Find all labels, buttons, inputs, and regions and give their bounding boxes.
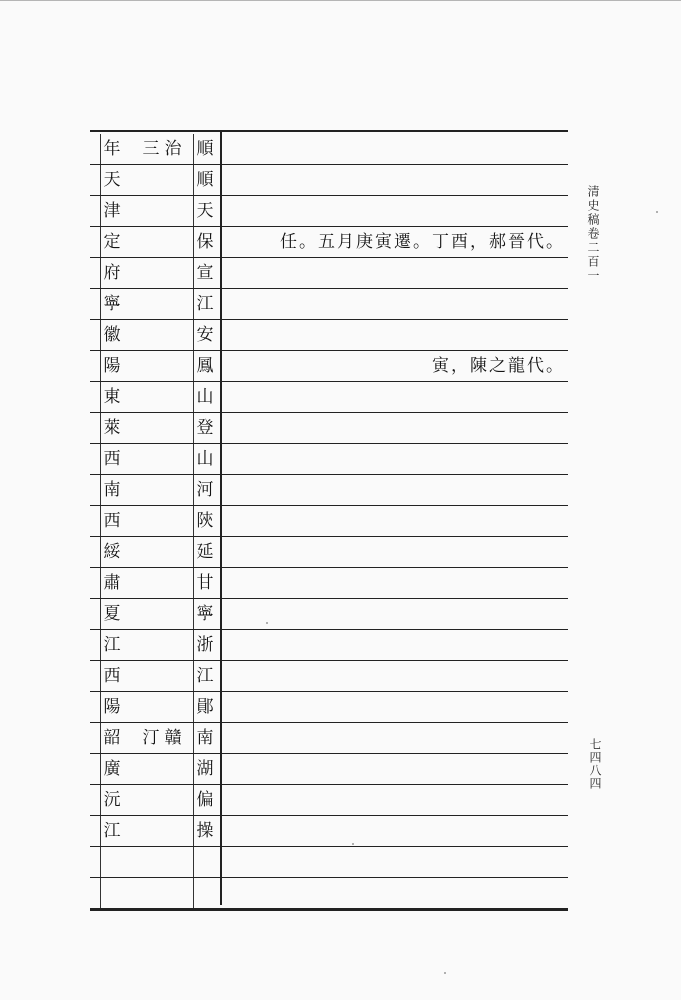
label-char-mid: 治	[164, 139, 182, 159]
province-label	[96, 475, 216, 506]
official-table	[90, 130, 568, 912]
row-entry-text	[235, 630, 565, 661]
province-label	[96, 413, 216, 444]
row-rule	[90, 598, 568, 599]
row-rule	[90, 784, 568, 785]
row-rule	[90, 474, 568, 475]
row-entry-text	[235, 196, 565, 227]
label-char-right: 宣	[193, 258, 216, 289]
label-char-left	[100, 847, 123, 878]
label-char-left: 定	[100, 227, 123, 258]
table-row	[90, 754, 568, 785]
table-row	[90, 692, 568, 723]
paper-speck	[266, 622, 268, 624]
label-char-left: 西	[100, 444, 123, 475]
row-entry-text	[235, 723, 565, 754]
label-char-right: 寧	[193, 599, 216, 630]
label-char-mid: 汀	[142, 728, 160, 748]
page-number: 七四八四	[588, 738, 602, 790]
province-label	[96, 320, 216, 351]
page-top-edge	[0, 0, 681, 1]
table-row	[90, 351, 568, 382]
table-row	[90, 134, 568, 165]
row-entry-text: 任。五月庚寅遷。丁酉，郝晉代。	[280, 232, 565, 252]
row-entry-text	[235, 258, 565, 289]
table-row	[90, 413, 568, 444]
row-rule	[90, 877, 568, 878]
province-label	[96, 134, 216, 165]
table-row	[90, 599, 568, 630]
province-label	[96, 444, 216, 475]
row-entry-text	[235, 661, 565, 692]
province-label	[96, 382, 216, 413]
label-char-left: 西	[100, 506, 123, 537]
table-row	[90, 630, 568, 661]
label-char-right	[193, 847, 216, 878]
label-char-right: 陝	[193, 506, 216, 537]
table-row	[90, 661, 568, 692]
paper-speck	[352, 843, 354, 845]
row-entry-text	[235, 754, 565, 785]
row-entry-text	[235, 599, 565, 630]
label-char-mid: 三	[142, 139, 160, 159]
table-row	[90, 289, 568, 320]
row-rule	[90, 443, 568, 444]
table-row	[90, 258, 568, 289]
label-char-right: 鄖	[193, 692, 216, 723]
label-char-right: 天	[193, 196, 216, 227]
label-char-left: 東	[100, 382, 123, 413]
province-label	[96, 847, 216, 878]
row-rule	[90, 536, 568, 537]
label-char-right: 江	[193, 661, 216, 692]
row-rule	[90, 567, 568, 568]
label-char-left: 南	[100, 475, 123, 506]
row-rule	[90, 629, 568, 630]
label-char-left: 夏	[100, 599, 123, 630]
table-row	[90, 320, 568, 351]
label-char-right: 甘	[193, 568, 216, 599]
label-char-left: 廣	[100, 754, 123, 785]
province-label	[96, 537, 216, 568]
row-entry-text	[235, 506, 565, 537]
table-row	[90, 475, 568, 506]
row-entry-text	[235, 847, 565, 878]
label-char-left: 韶	[100, 723, 123, 754]
label-char-right: 山	[193, 444, 216, 475]
row-rule	[90, 691, 568, 692]
label-char-left: 西	[100, 661, 123, 692]
label-char-right: 登	[193, 413, 216, 444]
province-label	[96, 785, 216, 816]
label-char-right: 安	[193, 320, 216, 351]
table-row	[90, 537, 568, 568]
label-char-left: 肅	[100, 568, 123, 599]
province-label	[96, 351, 216, 382]
table-row	[90, 785, 568, 816]
row-rule	[90, 412, 568, 413]
province-label	[96, 258, 216, 289]
province-label	[96, 599, 216, 630]
table-row	[90, 723, 568, 754]
province-label	[96, 816, 216, 847]
province-label	[96, 227, 216, 258]
row-rule	[90, 722, 568, 723]
label-char-right	[193, 878, 216, 909]
label-char-right: 保	[193, 227, 216, 258]
label-char-right: 河	[193, 475, 216, 506]
label-char-left: 沅	[100, 785, 123, 816]
table-row	[90, 444, 568, 475]
table-row	[90, 816, 568, 847]
row-rule	[90, 226, 568, 227]
province-label	[96, 196, 216, 227]
label-char-right: 湖	[193, 754, 216, 785]
row-entry-text	[235, 165, 565, 196]
row-rule	[90, 164, 568, 165]
label-char-right: 偏	[193, 785, 216, 816]
province-label	[96, 568, 216, 599]
row-entry-text	[235, 537, 565, 568]
label-char-left: 年	[100, 134, 123, 165]
row-entry-text	[235, 134, 565, 165]
row-rule	[90, 846, 568, 847]
row-entry-text	[235, 816, 565, 847]
province-label	[96, 289, 216, 320]
label-char-right: 鳳	[193, 351, 216, 382]
label-char-right: 順	[193, 165, 216, 196]
row-entry-text	[235, 413, 565, 444]
province-label	[96, 878, 216, 909]
row-entry-text	[235, 444, 565, 475]
paper-speck	[444, 972, 446, 974]
table-row	[90, 165, 568, 196]
table-row	[90, 878, 568, 909]
row-rule	[90, 288, 568, 289]
row-rule	[90, 660, 568, 661]
label-char-left: 陽	[100, 692, 123, 723]
row-entry-text	[235, 320, 565, 351]
label-char-left: 津	[100, 196, 123, 227]
province-label	[96, 165, 216, 196]
label-char-right: 山	[193, 382, 216, 413]
label-char-left: 徽	[100, 320, 123, 351]
label-char-left: 府	[100, 258, 123, 289]
label-char-mid: 贛	[164, 728, 182, 748]
province-label	[96, 723, 216, 754]
table-row	[90, 382, 568, 413]
table-row	[90, 568, 568, 599]
row-entry-text	[235, 475, 565, 506]
table-top-border	[90, 130, 568, 132]
row-rule	[90, 257, 568, 258]
row-entry-text	[235, 878, 565, 909]
province-label	[96, 692, 216, 723]
label-char-right: 江	[193, 289, 216, 320]
label-char-right: 順	[193, 134, 216, 165]
row-rule	[90, 350, 568, 351]
label-char-right: 延	[193, 537, 216, 568]
row-entry-text	[235, 785, 565, 816]
row-entry-text: 寅，陳之龍代。	[432, 356, 565, 376]
province-label	[96, 754, 216, 785]
label-char-left: 綏	[100, 537, 123, 568]
table-row	[90, 847, 568, 878]
row-entry-text	[235, 289, 565, 320]
table-row	[90, 227, 568, 258]
label-char-right: 南	[193, 723, 216, 754]
label-char-left: 江	[100, 816, 123, 847]
label-char-left: 陽	[100, 351, 123, 382]
row-rule	[90, 381, 568, 382]
table-row	[90, 196, 568, 227]
label-char-left: 天	[100, 165, 123, 196]
margin-volume-title: 清史稿卷二百一	[586, 185, 600, 283]
row-rule	[90, 753, 568, 754]
province-label	[96, 661, 216, 692]
row-entry-text	[235, 568, 565, 599]
province-label	[96, 630, 216, 661]
label-char-left	[100, 878, 123, 909]
row-rule	[90, 505, 568, 506]
province-label	[96, 506, 216, 537]
label-char-left: 萊	[100, 413, 123, 444]
row-entry-text	[235, 382, 565, 413]
table-bottom-border	[90, 909, 568, 911]
row-rule	[90, 319, 568, 320]
row-rule	[90, 195, 568, 196]
label-char-right: 浙	[193, 630, 216, 661]
table-row	[90, 506, 568, 537]
row-rule	[90, 815, 568, 816]
label-char-right: 操	[193, 816, 216, 847]
label-char-left: 江	[100, 630, 123, 661]
paper-speck	[656, 211, 658, 213]
label-char-left: 寧	[100, 289, 123, 320]
row-entry-text	[235, 692, 565, 723]
